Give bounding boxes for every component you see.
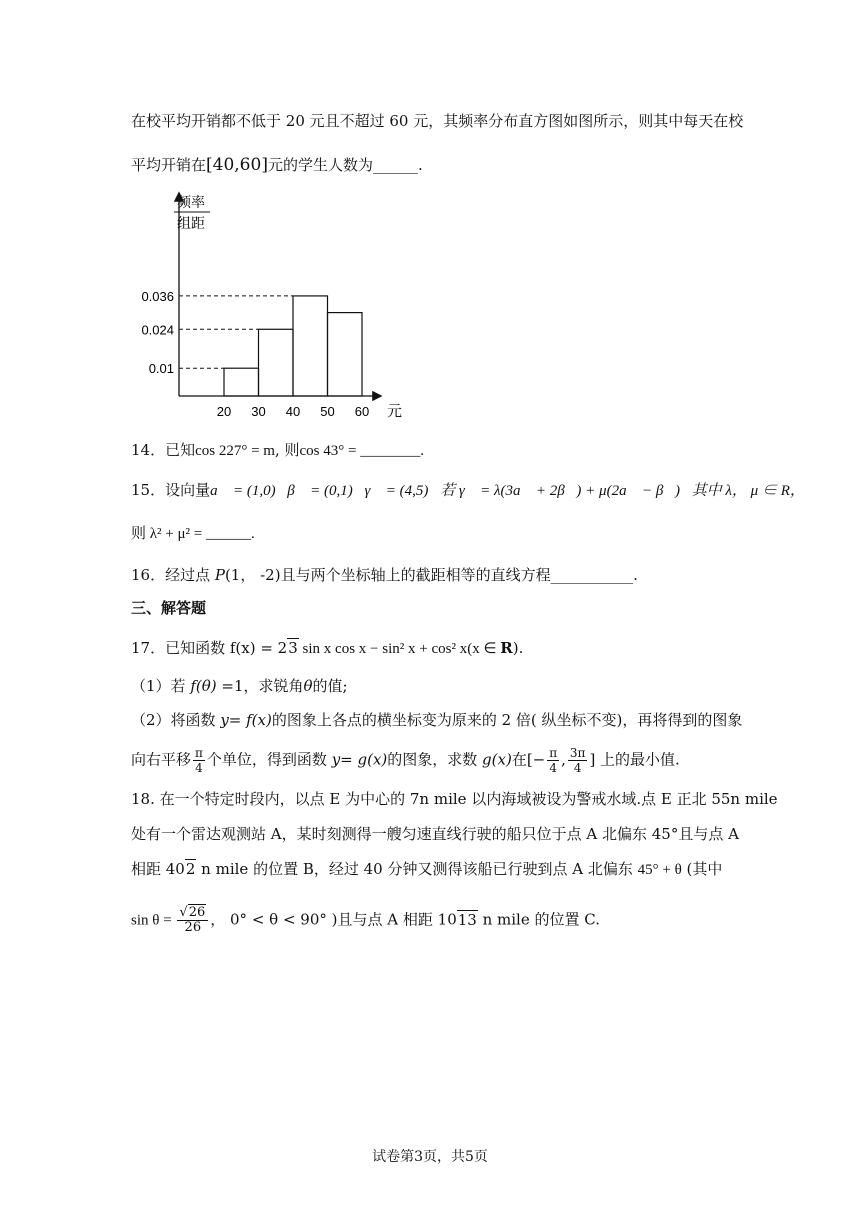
question-18-line-2 [131, 824, 739, 844]
q17p3-comma: , [561, 750, 566, 769]
q18-text-4b: ， 0° < θ < 90° )且与点 A 相距 10 [210, 910, 457, 929]
q17p3-end: ] 上的最小值. [589, 750, 680, 769]
page-footer: 试卷第3页，共5页 [372, 1149, 488, 1165]
x-tick-label: 20 [216, 404, 232, 419]
question-17 [131, 638, 523, 659]
q18-text-4d: n mile 的位置 C. [477, 910, 600, 929]
q14-condition: cos 227° = m [195, 443, 275, 459]
q17p1-mid: =1，求锐角 [216, 677, 304, 695]
q17p1-end: 的值; [312, 677, 348, 695]
q17p2-text: 的图象上各点的横坐标变为原来的 2 倍( 纵坐标不变)，再将得到的图象 [271, 711, 743, 729]
histogram-bar [328, 313, 363, 396]
intro-text-2a: 平均开销在 [131, 156, 207, 174]
fraction-pi-over-4-neg [547, 746, 559, 775]
q18-text-3c: n mile 的位置 B，经过 40 分钟又测得该船已行驶到点 A 北偏东 [196, 860, 638, 878]
question-18-line-1 [131, 789, 778, 809]
q17-end: ). [512, 639, 524, 657]
q18-angle: 45° + θ [637, 862, 682, 878]
question-17-part-1 [131, 676, 348, 696]
q14-expression: cos 43° = ________. [299, 443, 424, 459]
q14-mid: , 则 [274, 441, 300, 459]
intro-line-2 [131, 155, 423, 175]
question-15-line-2 [131, 523, 255, 544]
q17p2-prefix: （2）将函数 [131, 711, 221, 729]
q17p2-y-fx: y= f(x) [220, 711, 272, 729]
frac-num: √26 [177, 906, 208, 921]
q17p3-interval-open: 在[− [511, 750, 546, 769]
q18-text-3a: 相距 40 [131, 860, 185, 878]
question-18-line-4 [131, 906, 600, 935]
x-tick-label: 50 [320, 404, 335, 419]
q17p1-theta: θ [303, 677, 313, 695]
ylabel-top: 频率 [177, 195, 205, 211]
x-unit-label: 元 [387, 402, 403, 420]
fraction-pi-over-4 [193, 746, 205, 775]
q15-expression: 则 λ² + μ² = ______. [131, 526, 255, 542]
x-tick-label: 40 [285, 404, 301, 419]
q17-function: sin x cos x − sin² x + cos² x(x ∈ [298, 641, 501, 657]
q17p1-f-theta: f(θ) [190, 677, 217, 695]
section-title-3 [131, 598, 206, 618]
q17p3-prefix: 向右平移 [131, 750, 192, 769]
frac-den: 4 [549, 761, 557, 775]
histogram-bar [224, 368, 259, 396]
fraction-3pi-over-4 [568, 746, 588, 775]
question-16 [131, 565, 638, 585]
question-18-line-3 [131, 859, 722, 880]
q18-text-3e: (其中 [681, 860, 723, 878]
frac-num: 3π [569, 746, 586, 760]
question-14 [131, 440, 424, 461]
q15-vectors: a⃗ = (1,0)，β⃗ = (0,1)，γ⃗ = (4,5)，若 γ⃗ = λ(3a⃗ + 2β⃗) + μ(2a⃗ − β⃗)，其中 λ， μ ∈ R， [210, 483, 805, 499]
q18-text-1: 18. 在一个特定时段内，以点 E 为中心的 7n mile 以内海域被设为警戒水域.点 E 正北 55n mile [131, 790, 778, 808]
q17p1-prefix: （1）若 [131, 677, 191, 695]
histogram-chart [130, 186, 420, 422]
question-15-line-1 [131, 480, 805, 501]
q16-point-label: P [214, 566, 225, 584]
frac-num-value: 26 [188, 905, 206, 920]
x-tick-label: 30 [251, 404, 266, 419]
frac-num: π [195, 746, 203, 760]
q17-prefix: 17．已知函数 f(x) = 2 [131, 639, 288, 657]
histogram-bar [259, 329, 294, 396]
ylabel-bottom: 组距 [177, 216, 205, 232]
q14-prefix: 14．已知 [131, 441, 196, 459]
frac-num: π [549, 746, 558, 760]
q17-sqrt-3: 3 [288, 639, 298, 657]
q15-prefix: 15．设向量 [131, 481, 211, 499]
q17-real-set: R [500, 639, 513, 657]
q17p3-text: 个单位，得到函数 [206, 750, 332, 769]
answer-blank-13: ______. [372, 156, 423, 174]
frac-den: 4 [195, 761, 203, 775]
intro-text-1: 在校平均开销都不低于 20 元且不超过 60 元，其频率分布直方图如图所示，则其中每天在校 [131, 112, 744, 130]
q18-sqrt-13: 13 [457, 910, 477, 929]
y-tick-label: 0.01 [148, 361, 174, 377]
y-tick-label: 0.024 [141, 322, 174, 338]
q18-sin-theta: sin θ = [131, 912, 176, 929]
question-17-part-2-line-1 [131, 710, 742, 730]
frac-den: 4 [573, 761, 582, 775]
fraction-sqrt26-over-26 [177, 906, 208, 935]
q17p3-y-gx: y= g(x) [331, 750, 388, 769]
frac-den: 26 [184, 920, 202, 935]
section-title-text: 三、解答题 [131, 599, 207, 617]
question-17-part-2-line-2 [131, 746, 680, 775]
q16-text: (1， -2)且与两个坐标轴上的截距相等的直线方程 [224, 566, 551, 584]
q18-sqrt-2: 2 [185, 860, 196, 878]
x-tick-label: 60 [354, 404, 370, 419]
histogram-bar [293, 296, 328, 396]
intro-line-1 [131, 111, 743, 131]
y-tick-label: 0.036 [141, 288, 174, 304]
q18-text-2: 处有一个雷达观测站 A，某时刻测得一艘匀速直线行驶的船只位于点 A 北偏东 45°且与点 A [131, 825, 739, 843]
q16-prefix: 16．经过点 [131, 566, 215, 584]
interval-40-60: [40,60] [206, 155, 268, 175]
intro-text-2c: 元的学生人数为 [267, 156, 373, 174]
q17p3-gx: g(x) [482, 750, 512, 769]
q16-blank: ___________. [550, 566, 638, 584]
q17p3-text2: 的图象，求数 [387, 750, 483, 769]
